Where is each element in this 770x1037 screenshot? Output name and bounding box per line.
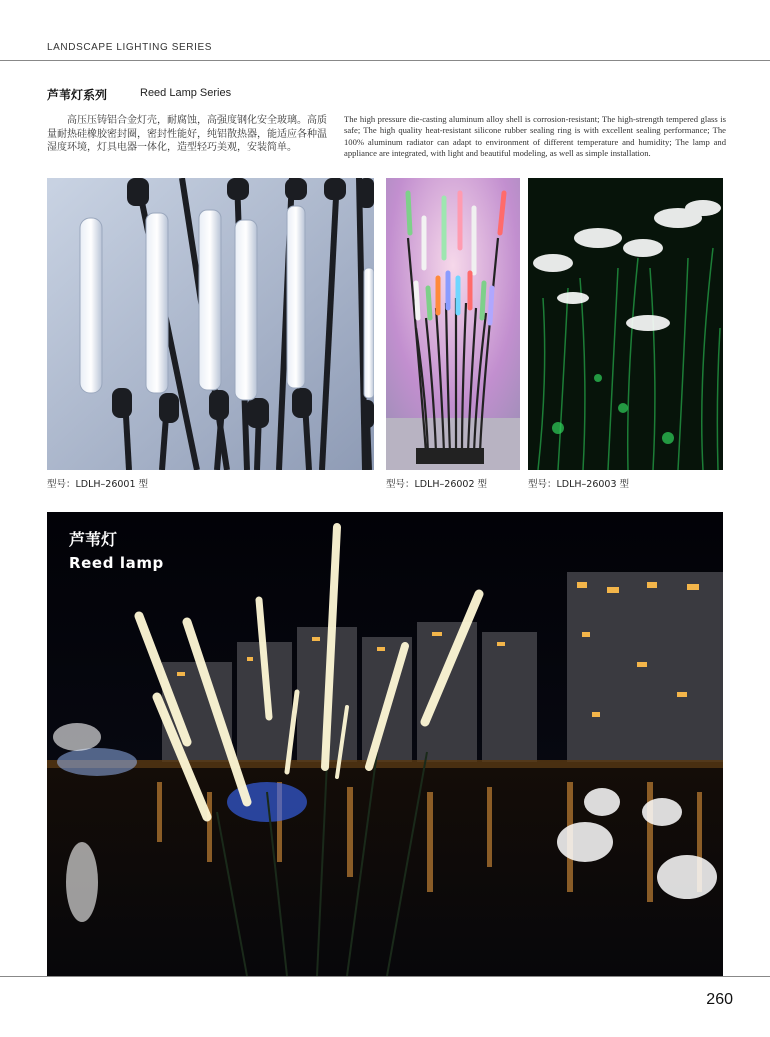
description-cn: 高压压铸铝合金灯壳，耐腐蚀，高强度钢化安全玻璃。高质量耐热硅橡胶密封圈，密封性能好，纯铝散热器，能适应各种温湿度环境，灯具电器一体化，造型轻巧美观，安装简单。: [47, 115, 327, 153]
product-title-en: Reed Lamp Series: [140, 87, 232, 99]
description-en: The high pressure die-casting aluminum alloy shell is corrosion-resistant; The high-strength tempered glass is safe; The high quality heat-resistant silicone rubber sealing ring is with excellent sealing performance; The 100% aluminum radiator can adapt to environment of different temperature and humidity; The lamp and appliance are integrated, with light and beautiful modeling, as well as simple installation.: [344, 114, 726, 159]
model-caption-26002: 型号：LDLH–26002 型: [386, 479, 488, 490]
product-title-cn: 芦苇灯系列: [47, 88, 108, 102]
feature-title-cn: 芦苇灯: [69, 530, 118, 549]
header-rule: [0, 60, 770, 61]
product-photo-26001: [47, 178, 374, 470]
series-header: LANDSCAPE LIGHTING SERIES: [47, 42, 213, 53]
feature-night-photo: [47, 512, 723, 976]
model-caption-26003: 型号：LDLH–26003 型: [528, 479, 630, 490]
feature-title-en: Reed lamp: [69, 554, 164, 572]
product-photo-26003: [528, 178, 723, 470]
page-number: 260: [706, 991, 733, 1008]
footer-rule: [0, 976, 770, 977]
feature-title: [69, 527, 164, 572]
product-photo-26002: [386, 178, 520, 470]
model-caption-26001: 型号：LDLH–26001 型: [47, 479, 149, 490]
